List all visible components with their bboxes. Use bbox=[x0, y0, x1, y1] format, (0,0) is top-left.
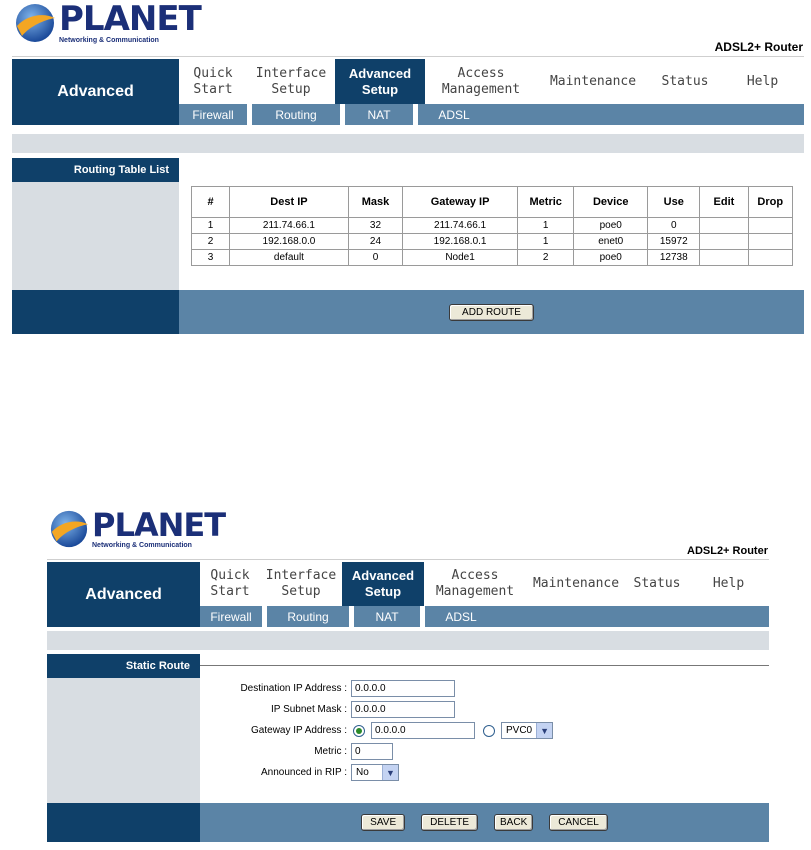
main-nav bbox=[47, 562, 769, 627]
sub-nav bbox=[200, 606, 769, 627]
rip-select[interactable] bbox=[351, 764, 399, 781]
subnet-mask-label: IP Subnet Mask : bbox=[271, 704, 347, 715]
rip-value: No bbox=[356, 767, 369, 778]
table-row bbox=[192, 250, 793, 266]
edit-cell[interactable] bbox=[700, 218, 748, 234]
table-cell: 192.168.0.1 bbox=[403, 234, 518, 250]
brand-tagline: Networking & Communication bbox=[59, 37, 159, 44]
nav-section-title: Advanced bbox=[47, 562, 200, 627]
subtab-routing[interactable]: Routing bbox=[267, 606, 354, 627]
subtab-firewall[interactable]: Firewall bbox=[200, 606, 267, 627]
col-header: Gateway IP bbox=[403, 187, 518, 218]
table-cell: 1 bbox=[518, 218, 574, 234]
model-name: ADSL2+ Router bbox=[687, 545, 768, 557]
back-button[interactable]: BACK bbox=[494, 814, 533, 831]
table-cell: 211.74.66.1 bbox=[403, 218, 518, 234]
table-cell: 32 bbox=[348, 218, 402, 234]
col-header: Dest IP bbox=[230, 187, 349, 218]
tab-maintenance[interactable]: Maintenance bbox=[549, 73, 637, 89]
tab-advanced-setup[interactable]: Advanced Setup bbox=[335, 59, 425, 104]
subtab-adsl[interactable]: ADSL bbox=[445, 609, 477, 624]
subtab-nat[interactable]: NAT bbox=[354, 606, 425, 627]
col-header: Metric bbox=[518, 187, 574, 218]
drop-cell[interactable] bbox=[748, 250, 793, 266]
table-cell: 0 bbox=[648, 218, 700, 234]
sub-nav bbox=[179, 104, 804, 125]
subtab-adsl[interactable]: ADSL bbox=[438, 107, 470, 122]
header-divider bbox=[12, 56, 804, 57]
chevron-down-icon: ▼ bbox=[536, 723, 552, 738]
subtab-nat[interactable]: NAT bbox=[345, 104, 418, 125]
routing-table-header bbox=[192, 187, 793, 218]
table-cell: Node1 bbox=[403, 250, 518, 266]
tab-status[interactable]: Status bbox=[633, 576, 681, 591]
brand-tagline: Networking & Communication bbox=[92, 542, 192, 549]
gateway-device-radio[interactable] bbox=[483, 725, 495, 737]
table-cell: 1 bbox=[192, 218, 230, 234]
header-divider bbox=[47, 559, 769, 560]
tab-quick-start[interactable]: Quick Start bbox=[193, 65, 233, 97]
planet-logo bbox=[14, 2, 201, 44]
static-route-panel bbox=[0, 505, 811, 850]
nav-section-title: Advanced bbox=[12, 59, 179, 125]
drop-cell[interactable] bbox=[748, 234, 793, 250]
tab-interface-setup[interactable]: Interface Setup bbox=[265, 568, 337, 599]
tab-help[interactable]: Help bbox=[712, 576, 745, 591]
table-cell: 3 bbox=[192, 250, 230, 266]
dest-ip-row bbox=[200, 680, 455, 697]
tab-help[interactable]: Help bbox=[746, 73, 779, 89]
routing-left-column bbox=[12, 182, 179, 290]
brand-name: PLANET bbox=[92, 506, 226, 544]
gateway-ip-row bbox=[200, 722, 553, 739]
globe-logo-icon bbox=[49, 509, 89, 549]
col-header: Device bbox=[574, 187, 648, 218]
save-button[interactable]: SAVE bbox=[361, 814, 405, 831]
main-nav bbox=[12, 59, 804, 125]
spacer-bar bbox=[47, 631, 769, 650]
gateway-ip-radio[interactable] bbox=[353, 725, 365, 737]
section-divider bbox=[200, 665, 769, 666]
section-label-routing-table: Routing Table List bbox=[12, 158, 179, 182]
table-cell: 2 bbox=[518, 250, 574, 266]
static-route-footer bbox=[47, 803, 769, 842]
col-header: Edit bbox=[700, 187, 748, 218]
gateway-device-select[interactable] bbox=[501, 722, 553, 739]
routing-table-panel bbox=[0, 0, 811, 340]
rip-label: Announced in RIP : bbox=[261, 767, 347, 778]
gateway-device-value: PVC0 bbox=[506, 725, 533, 736]
table-cell: 12738 bbox=[648, 250, 700, 266]
col-header: # bbox=[192, 187, 230, 218]
spacer-bar bbox=[12, 134, 804, 153]
table-row bbox=[192, 218, 793, 234]
tab-advanced-setup[interactable]: Advanced Setup bbox=[342, 562, 424, 606]
brand-name: PLANET bbox=[59, 0, 201, 39]
tab-status[interactable]: Status bbox=[661, 73, 709, 89]
routing-footer bbox=[12, 290, 804, 334]
tab-quick-start[interactable]: Quick Start bbox=[210, 568, 250, 599]
subnet-mask-input[interactable] bbox=[351, 701, 455, 718]
rip-row bbox=[200, 764, 399, 781]
tab-access-management[interactable]: Access Management bbox=[441, 65, 521, 97]
table-cell: poe0 bbox=[574, 250, 648, 266]
subnet-mask-row bbox=[200, 701, 455, 718]
dest-ip-input[interactable] bbox=[351, 680, 455, 697]
col-header: Mask bbox=[348, 187, 402, 218]
edit-cell[interactable] bbox=[700, 234, 748, 250]
cancel-button[interactable]: CANCEL bbox=[549, 814, 608, 831]
globe-logo-icon bbox=[14, 2, 56, 44]
delete-button[interactable]: DELETE bbox=[421, 814, 478, 831]
tab-maintenance[interactable]: Maintenance bbox=[532, 576, 620, 591]
table-cell: 1 bbox=[518, 234, 574, 250]
gateway-ip-label: Gateway IP Address : bbox=[251, 725, 347, 736]
add-route-button[interactable]: ADD ROUTE bbox=[449, 304, 534, 321]
metric-input[interactable] bbox=[351, 743, 393, 760]
table-cell: poe0 bbox=[574, 218, 648, 234]
table-cell: 192.168.0.0 bbox=[230, 234, 349, 250]
drop-cell[interactable] bbox=[748, 218, 793, 234]
table-cell: 2 bbox=[192, 234, 230, 250]
tab-interface-setup[interactable]: Interface Setup bbox=[255, 65, 327, 97]
table-row bbox=[192, 234, 793, 250]
table-cell: 211.74.66.1 bbox=[230, 218, 349, 234]
table-cell: 15972 bbox=[648, 234, 700, 250]
table-cell: default bbox=[230, 250, 349, 266]
static-left-column bbox=[47, 678, 200, 803]
edit-cell[interactable] bbox=[700, 250, 748, 266]
routing-table bbox=[191, 186, 793, 266]
section-label-static-route: Static Route bbox=[47, 654, 200, 678]
table-cell: enet0 bbox=[574, 234, 648, 250]
table-cell: 0 bbox=[348, 250, 402, 266]
col-header: Use bbox=[648, 187, 700, 218]
metric-label: Metric : bbox=[314, 746, 347, 757]
tab-access-management[interactable]: Access Management bbox=[435, 568, 515, 599]
planet-logo bbox=[49, 506, 226, 549]
gateway-ip-input[interactable] bbox=[371, 722, 475, 739]
chevron-down-icon: ▼ bbox=[382, 765, 398, 780]
col-header: Drop bbox=[748, 187, 793, 218]
model-name: ADSL2+ Router bbox=[714, 40, 803, 54]
subtab-routing[interactable]: Routing bbox=[252, 104, 345, 125]
subtab-firewall[interactable]: Firewall bbox=[179, 104, 252, 125]
table-cell: 24 bbox=[348, 234, 402, 250]
metric-row bbox=[200, 743, 393, 760]
dest-ip-label: Destination IP Address : bbox=[240, 683, 347, 694]
